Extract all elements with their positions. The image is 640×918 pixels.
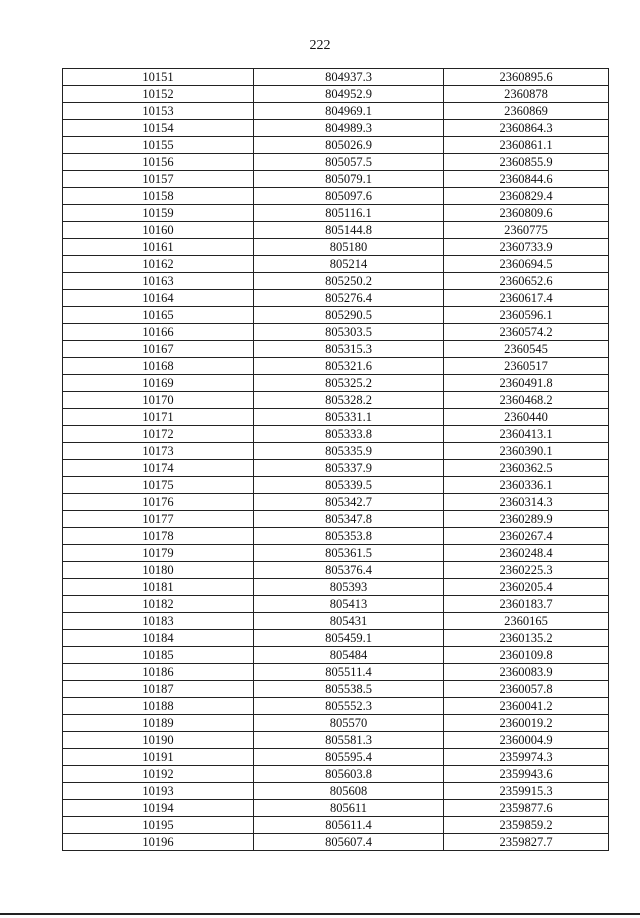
point-id-cell: 10194 bbox=[63, 800, 254, 817]
y-coordinate-cell: 2360083.9 bbox=[444, 664, 609, 681]
x-coordinate-cell: 805026.9 bbox=[254, 137, 444, 154]
table-row bbox=[63, 222, 609, 239]
y-coordinate-cell: 2360517 bbox=[444, 358, 609, 375]
table-row bbox=[63, 698, 609, 715]
point-id-cell: 10185 bbox=[63, 647, 254, 664]
table-row bbox=[63, 817, 609, 834]
table-row bbox=[63, 749, 609, 766]
y-coordinate-cell: 2360413.1 bbox=[444, 426, 609, 443]
y-coordinate-cell: 2360440 bbox=[444, 409, 609, 426]
point-id-cell: 10189 bbox=[63, 715, 254, 732]
point-id-cell: 10164 bbox=[63, 290, 254, 307]
x-coordinate-cell: 805321.6 bbox=[254, 358, 444, 375]
point-id-cell: 10178 bbox=[63, 528, 254, 545]
y-coordinate-cell: 2360878 bbox=[444, 86, 609, 103]
table-row bbox=[63, 188, 609, 205]
point-id-cell: 10171 bbox=[63, 409, 254, 426]
point-id-cell: 10193 bbox=[63, 783, 254, 800]
y-coordinate-cell: 2360733.9 bbox=[444, 239, 609, 256]
x-coordinate-cell: 805361.5 bbox=[254, 545, 444, 562]
point-id-cell: 10167 bbox=[63, 341, 254, 358]
x-coordinate-cell: 805333.8 bbox=[254, 426, 444, 443]
y-coordinate-cell: 2360574.2 bbox=[444, 324, 609, 341]
table-row bbox=[63, 596, 609, 613]
point-id-cell: 10157 bbox=[63, 171, 254, 188]
point-id-cell: 10151 bbox=[63, 69, 254, 86]
y-coordinate-cell: 2359974.3 bbox=[444, 749, 609, 766]
point-id-cell: 10182 bbox=[63, 596, 254, 613]
point-id-cell: 10172 bbox=[63, 426, 254, 443]
coordinates-table-body bbox=[63, 69, 609, 851]
x-coordinate-cell: 805342.7 bbox=[254, 494, 444, 511]
coordinates-table bbox=[62, 68, 609, 851]
table-row bbox=[63, 511, 609, 528]
point-id-cell: 10158 bbox=[63, 188, 254, 205]
y-coordinate-cell: 2360596.1 bbox=[444, 307, 609, 324]
table-row bbox=[63, 800, 609, 817]
x-coordinate-cell: 805057.5 bbox=[254, 154, 444, 171]
x-coordinate-cell: 805353.8 bbox=[254, 528, 444, 545]
x-coordinate-cell: 805097.6 bbox=[254, 188, 444, 205]
x-coordinate-cell: 805607.4 bbox=[254, 834, 444, 851]
x-coordinate-cell: 805413 bbox=[254, 596, 444, 613]
y-coordinate-cell: 2360390.1 bbox=[444, 443, 609, 460]
table-row bbox=[63, 409, 609, 426]
y-coordinate-cell: 2360248.4 bbox=[444, 545, 609, 562]
table-row bbox=[63, 647, 609, 664]
table-row bbox=[63, 69, 609, 86]
point-id-cell: 10187 bbox=[63, 681, 254, 698]
y-coordinate-cell: 2360809.6 bbox=[444, 205, 609, 222]
table-row bbox=[63, 766, 609, 783]
table-row bbox=[63, 103, 609, 120]
point-id-cell: 10186 bbox=[63, 664, 254, 681]
point-id-cell: 10161 bbox=[63, 239, 254, 256]
point-id-cell: 10156 bbox=[63, 154, 254, 171]
y-coordinate-cell: 2360895.6 bbox=[444, 69, 609, 86]
point-id-cell: 10188 bbox=[63, 698, 254, 715]
y-coordinate-cell: 2360468.2 bbox=[444, 392, 609, 409]
x-coordinate-cell: 805611 bbox=[254, 800, 444, 817]
x-coordinate-cell: 805339.5 bbox=[254, 477, 444, 494]
table-row bbox=[63, 392, 609, 409]
x-coordinate-cell: 805538.5 bbox=[254, 681, 444, 698]
x-coordinate-cell: 805595.4 bbox=[254, 749, 444, 766]
y-coordinate-cell: 2360267.4 bbox=[444, 528, 609, 545]
table-row bbox=[63, 477, 609, 494]
y-coordinate-cell: 2359915.3 bbox=[444, 783, 609, 800]
table-row bbox=[63, 528, 609, 545]
table-row bbox=[63, 664, 609, 681]
table-row bbox=[63, 358, 609, 375]
y-coordinate-cell: 2360019.2 bbox=[444, 715, 609, 732]
y-coordinate-cell: 2360057.8 bbox=[444, 681, 609, 698]
point-id-cell: 10195 bbox=[63, 817, 254, 834]
table-row bbox=[63, 154, 609, 171]
table-row bbox=[63, 460, 609, 477]
table-row bbox=[63, 341, 609, 358]
point-id-cell: 10162 bbox=[63, 256, 254, 273]
point-id-cell: 10196 bbox=[63, 834, 254, 851]
y-coordinate-cell: 2360617.4 bbox=[444, 290, 609, 307]
x-coordinate-cell: 805376.4 bbox=[254, 562, 444, 579]
table-row bbox=[63, 239, 609, 256]
y-coordinate-cell: 2360829.4 bbox=[444, 188, 609, 205]
x-coordinate-cell: 804952.9 bbox=[254, 86, 444, 103]
table-row bbox=[63, 630, 609, 647]
table-row bbox=[63, 205, 609, 222]
x-coordinate-cell: 805116.1 bbox=[254, 205, 444, 222]
y-coordinate-cell: 2360041.2 bbox=[444, 698, 609, 715]
point-id-cell: 10192 bbox=[63, 766, 254, 783]
x-coordinate-cell: 805511.4 bbox=[254, 664, 444, 681]
x-coordinate-cell: 805335.9 bbox=[254, 443, 444, 460]
y-coordinate-cell: 2360855.9 bbox=[444, 154, 609, 171]
point-id-cell: 10168 bbox=[63, 358, 254, 375]
table-row bbox=[63, 426, 609, 443]
x-coordinate-cell: 805337.9 bbox=[254, 460, 444, 477]
table-row bbox=[63, 562, 609, 579]
x-coordinate-cell: 805328.2 bbox=[254, 392, 444, 409]
y-coordinate-cell: 2360004.9 bbox=[444, 732, 609, 749]
point-id-cell: 10190 bbox=[63, 732, 254, 749]
x-coordinate-cell: 805459.1 bbox=[254, 630, 444, 647]
y-coordinate-cell: 2360135.2 bbox=[444, 630, 609, 647]
y-coordinate-cell: 2360864.3 bbox=[444, 120, 609, 137]
y-coordinate-cell: 2360775 bbox=[444, 222, 609, 239]
x-coordinate-cell: 805276.4 bbox=[254, 290, 444, 307]
y-coordinate-cell: 2360336.1 bbox=[444, 477, 609, 494]
point-id-cell: 10160 bbox=[63, 222, 254, 239]
y-coordinate-cell: 2359827.7 bbox=[444, 834, 609, 851]
point-id-cell: 10170 bbox=[63, 392, 254, 409]
table-row bbox=[63, 137, 609, 154]
table-row bbox=[63, 120, 609, 137]
y-coordinate-cell: 2360205.4 bbox=[444, 579, 609, 596]
y-coordinate-cell: 2360109.8 bbox=[444, 647, 609, 664]
table-row bbox=[63, 783, 609, 800]
y-coordinate-cell: 2359859.2 bbox=[444, 817, 609, 834]
point-id-cell: 10175 bbox=[63, 477, 254, 494]
x-coordinate-cell: 805250.2 bbox=[254, 273, 444, 290]
y-coordinate-cell: 2360314.3 bbox=[444, 494, 609, 511]
point-id-cell: 10152 bbox=[63, 86, 254, 103]
x-coordinate-cell: 805180 bbox=[254, 239, 444, 256]
y-coordinate-cell: 2359943.6 bbox=[444, 766, 609, 783]
table-row bbox=[63, 324, 609, 341]
table-row bbox=[63, 613, 609, 630]
table-row bbox=[63, 86, 609, 103]
x-coordinate-cell: 805315.3 bbox=[254, 341, 444, 358]
x-coordinate-cell: 805431 bbox=[254, 613, 444, 630]
y-coordinate-cell: 2359877.6 bbox=[444, 800, 609, 817]
x-coordinate-cell: 805581.3 bbox=[254, 732, 444, 749]
y-coordinate-cell: 2360225.3 bbox=[444, 562, 609, 579]
point-id-cell: 10181 bbox=[63, 579, 254, 596]
x-coordinate-cell: 804937.3 bbox=[254, 69, 444, 86]
x-coordinate-cell: 805144.8 bbox=[254, 222, 444, 239]
page-number: 222 bbox=[309, 38, 331, 53]
y-coordinate-cell: 2360165 bbox=[444, 613, 609, 630]
point-id-cell: 10179 bbox=[63, 545, 254, 562]
y-coordinate-cell: 2360183.7 bbox=[444, 596, 609, 613]
table-row bbox=[63, 545, 609, 562]
x-coordinate-cell: 805603.8 bbox=[254, 766, 444, 783]
x-coordinate-cell: 805608 bbox=[254, 783, 444, 800]
table-row bbox=[63, 307, 609, 324]
x-coordinate-cell: 805303.5 bbox=[254, 324, 444, 341]
point-id-cell: 10169 bbox=[63, 375, 254, 392]
table-row bbox=[63, 290, 609, 307]
x-coordinate-cell: 805347.8 bbox=[254, 511, 444, 528]
point-id-cell: 10165 bbox=[63, 307, 254, 324]
y-coordinate-cell: 2360869 bbox=[444, 103, 609, 120]
table-row bbox=[63, 375, 609, 392]
point-id-cell: 10191 bbox=[63, 749, 254, 766]
point-id-cell: 10184 bbox=[63, 630, 254, 647]
x-coordinate-cell: 805552.3 bbox=[254, 698, 444, 715]
table-row bbox=[63, 681, 609, 698]
y-coordinate-cell: 2360844.6 bbox=[444, 171, 609, 188]
x-coordinate-cell: 805570 bbox=[254, 715, 444, 732]
table-row bbox=[63, 579, 609, 596]
x-coordinate-cell: 805393 bbox=[254, 579, 444, 596]
point-id-cell: 10176 bbox=[63, 494, 254, 511]
x-coordinate-cell: 805331.1 bbox=[254, 409, 444, 426]
point-id-cell: 10154 bbox=[63, 120, 254, 137]
y-coordinate-cell: 2360861.1 bbox=[444, 137, 609, 154]
x-coordinate-cell: 805484 bbox=[254, 647, 444, 664]
point-id-cell: 10163 bbox=[63, 273, 254, 290]
y-coordinate-cell: 2360545 bbox=[444, 341, 609, 358]
x-coordinate-cell: 804989.3 bbox=[254, 120, 444, 137]
y-coordinate-cell: 2360694.5 bbox=[444, 256, 609, 273]
point-id-cell: 10180 bbox=[63, 562, 254, 579]
y-coordinate-cell: 2360652.6 bbox=[444, 273, 609, 290]
point-id-cell: 10177 bbox=[63, 511, 254, 528]
point-id-cell: 10173 bbox=[63, 443, 254, 460]
point-id-cell: 10155 bbox=[63, 137, 254, 154]
point-id-cell: 10159 bbox=[63, 205, 254, 222]
table-row bbox=[63, 834, 609, 851]
table-row bbox=[63, 273, 609, 290]
x-coordinate-cell: 805611.4 bbox=[254, 817, 444, 834]
x-coordinate-cell: 805079.1 bbox=[254, 171, 444, 188]
table-row bbox=[63, 715, 609, 732]
table-row bbox=[63, 256, 609, 273]
table-row bbox=[63, 443, 609, 460]
y-coordinate-cell: 2360289.9 bbox=[444, 511, 609, 528]
x-coordinate-cell: 805290.5 bbox=[254, 307, 444, 324]
point-id-cell: 10174 bbox=[63, 460, 254, 477]
y-coordinate-cell: 2360491.8 bbox=[444, 375, 609, 392]
point-id-cell: 10153 bbox=[63, 103, 254, 120]
x-coordinate-cell: 804969.1 bbox=[254, 103, 444, 120]
point-id-cell: 10183 bbox=[63, 613, 254, 630]
point-id-cell: 10166 bbox=[63, 324, 254, 341]
x-coordinate-cell: 805214 bbox=[254, 256, 444, 273]
x-coordinate-cell: 805325.2 bbox=[254, 375, 444, 392]
bottom-rule bbox=[0, 913, 640, 915]
table-row bbox=[63, 732, 609, 749]
table-row bbox=[63, 494, 609, 511]
table-row bbox=[63, 171, 609, 188]
y-coordinate-cell: 2360362.5 bbox=[444, 460, 609, 477]
